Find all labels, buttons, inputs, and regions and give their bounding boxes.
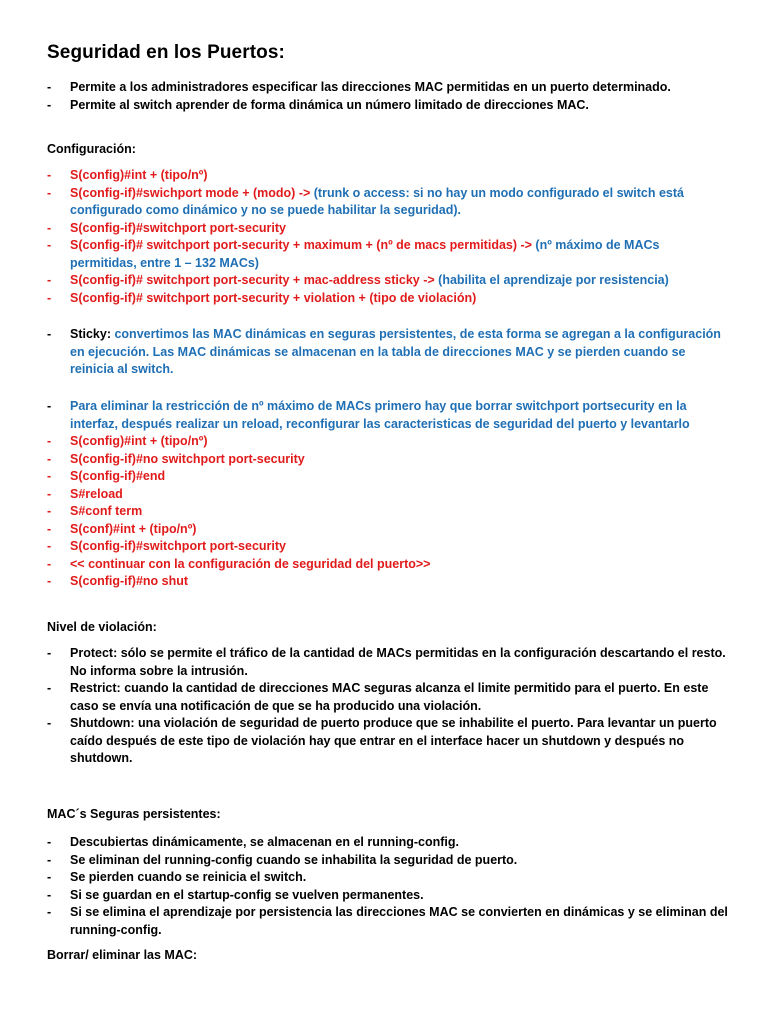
command-text: S(config)#int + (tipo/nº) [70,168,208,182]
list-item: - Se pierden cuando se reinicia el switch. [0,869,768,887]
violation-text: cuando la cantidad de direcciones MAC seguras alcanza el limite permitido para el puerto. En este caso se envía una notificación de que se ha producido una violación. [70,681,709,713]
command-text: S(config-if)# switchport port-security + mac-address sticky -> [70,273,435,287]
violation-text: sólo se permite el tráfico de la cantidad de MACs permitidas en la configuración descartando el resto. No informa sobre la intrusión. [70,646,726,678]
config-list [0,167,768,307]
eliminate-list [0,398,768,591]
command-note: (trunk o access: si no hay un modo configurado el switch está configurado como dinámico y no se puede habilitar la seguridad). [70,185,684,217]
page-title: Seguridad en los Puertos: [47,42,285,63]
command-item: - S(config-if)#switchport port-security [0,538,768,556]
config-item [0,272,768,290]
command-item: - S#reload [0,486,768,504]
violation-list [0,645,768,768]
list-item: - Se eliminan del running-config cuando se inhabilita la seguridad de puerto. [0,852,768,870]
command-note: (nº máximo de MACs permitidas, entre 1 – 132 MACs) [70,238,660,270]
sticky-item [0,326,768,379]
persistent-list [0,834,768,939]
config-item [0,185,768,220]
command-item: - S#conf term [0,503,768,521]
command-text: S(config-if)# switchport port-security + violation + (tipo de violación) [70,290,477,305]
list-item: - Descubiertas dinámicamente, se almacenan en el running-config. [0,834,768,852]
config-item [0,220,768,238]
config-heading: Configuración: [47,142,136,156]
eliminate-intro: - Para eliminar la restricción de nº máximo de MACs primero hay que borrar switchport portsecurity en la interfaz, después realizar un reload, reconfigurar las caracteristicas de seguridad del puerto y levantarlo [0,398,768,433]
violation-item [0,715,768,768]
delete-heading: Borrar/ eliminar las MAC: [47,948,198,962]
violation-label: Shutdown: [70,716,135,730]
list-item: - Permite a los administradores especificar las direcciones MAC permitidas en un puerto determinado. [0,79,768,97]
command-item: - S(config)#int + (tipo/nº) [0,433,768,451]
violation-label: Restrict: [70,681,121,695]
list-item: - Si se elimina el aprendizaje por persistencia las direcciones MAC se convierten en dinámicas y se eliminan del running-config. [0,904,768,939]
command-item: - S(config-if)#no switchport port-security [0,451,768,469]
command-text: S(config-if)# switchport port-security + maximum + (nº de macs permitidas) -> [70,238,532,252]
command-text: S(config-if)#switchport port-security [70,220,286,235]
violation-item [0,680,768,715]
violation-label: Protect: [70,646,118,660]
list-item: - Si se guardan en el startup-config se vuelven permanentes. [0,887,768,905]
persistent-heading: MAC´s Seguras persistentes: [47,807,221,821]
command-item: - S(config-if)#end [0,468,768,486]
violation-item [0,645,768,680]
list-item: - Permite al switch aprender de forma dinámica un número limitado de direcciones MAC. [0,97,768,115]
violation-text: una violación de seguridad de puerto produce que se inhabilite el puerto. Para levantar un puerto caído después de este tipo de violación hay que entrar en el interface hacer un shutdown y después no shutdown. [70,716,717,765]
config-item [0,290,768,308]
config-item [0,237,768,272]
sticky-text: convertimos las MAC dinámicas en seguras persistentes, de esta forma se agregan a la configuración en ejecución. Las MAC dinámicas se almacenan en la tabla de direcciones MAC y se pierden cuando se reinicia al switch. [70,327,721,376]
command-item: - << continuar con la configuración de seguridad del puerto>> [0,556,768,574]
command-text: S(config-if)#swichport mode + (modo) -> [70,185,311,200]
violation-heading: Nivel de violación: [47,620,157,634]
sticky-list [0,326,768,379]
command-item: - S(conf)#int + (tipo/nº) [0,521,768,539]
command-item: - S(config-if)#no shut [0,573,768,591]
sticky-label: Sticky: [70,327,111,341]
intro-list [0,79,768,114]
command-note: (habilita el aprendizaje por resistencia) [434,273,669,287]
config-item [0,167,768,185]
